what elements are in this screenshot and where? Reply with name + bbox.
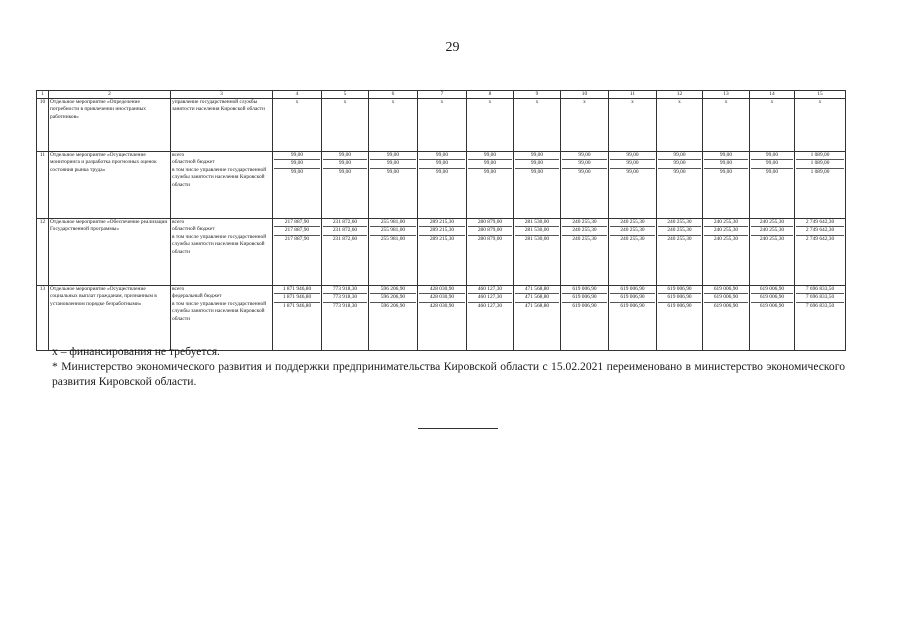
funding-source: федеральный бюджет bbox=[172, 293, 222, 300]
column-number: 6 bbox=[369, 91, 418, 99]
amount: 289 215,30 bbox=[419, 219, 465, 227]
activity-name: Отдельное мероприятие «Осуществление мониторинга и разработка прогнозных оценок состояния рынка труда» bbox=[49, 152, 171, 219]
amount: 619 006,90 bbox=[658, 286, 701, 294]
amount: 280 879,00 bbox=[468, 219, 512, 227]
amount: 280 879,00 bbox=[477, 235, 503, 242]
amount: 773 918,30 bbox=[323, 286, 367, 294]
value-cell bbox=[609, 152, 657, 219]
amount: 460 127,30 bbox=[468, 286, 512, 294]
amount: 240 255,30 bbox=[667, 235, 692, 242]
amount: 619 006,90 bbox=[667, 302, 692, 309]
amount: 619 006,90 bbox=[562, 294, 607, 302]
column-number: 13 bbox=[703, 91, 750, 99]
amount: 619 006,90 bbox=[620, 302, 645, 309]
funding-sources bbox=[171, 99, 273, 152]
value-cell bbox=[795, 286, 846, 351]
value-cell bbox=[273, 286, 322, 351]
amount: 255 981,00 bbox=[380, 235, 406, 242]
amount: 99,00 bbox=[751, 152, 793, 160]
amount: 99,00 bbox=[562, 152, 607, 160]
value-cell bbox=[418, 219, 467, 286]
amount: 240 255,30 bbox=[620, 235, 645, 242]
value-cell bbox=[322, 219, 369, 286]
amount: 471 568,80 bbox=[524, 302, 550, 309]
value-cell bbox=[657, 152, 703, 219]
amount: x bbox=[678, 99, 681, 105]
value-cell bbox=[418, 99, 467, 152]
amount: 619 006,90 bbox=[562, 286, 607, 294]
amount: 1 871 946,80 bbox=[282, 302, 312, 309]
amount: 99,00 bbox=[435, 168, 449, 175]
amount: 773 918,30 bbox=[323, 294, 367, 302]
amount: 240 255,30 bbox=[704, 219, 748, 227]
funding-source: в том числе управление государственной службы занятости населения Кировской области bbox=[172, 300, 267, 322]
amount: 231 872,60 bbox=[323, 227, 367, 235]
value-cell bbox=[369, 152, 418, 219]
column-number: 11 bbox=[609, 91, 657, 99]
row-index: 11 bbox=[37, 152, 49, 219]
value-cell bbox=[369, 99, 418, 152]
value-cell bbox=[609, 286, 657, 351]
value-cell bbox=[514, 99, 561, 152]
amount: 99,00 bbox=[658, 152, 701, 160]
amount: 99,00 bbox=[468, 152, 512, 160]
funding-source: областной бюджет bbox=[172, 159, 215, 166]
funding-sources bbox=[171, 152, 273, 219]
amount: 99,00 bbox=[562, 160, 607, 168]
amount: 281 530,00 bbox=[515, 227, 559, 235]
value-cell bbox=[703, 286, 750, 351]
amount: 460 127,30 bbox=[477, 302, 503, 309]
closing-rule bbox=[418, 428, 498, 429]
amount: 255 981,00 bbox=[370, 219, 416, 227]
value-cell bbox=[657, 219, 703, 286]
amount: 2 749 642,30 bbox=[796, 227, 844, 235]
amount: 2 749 642,30 bbox=[805, 235, 835, 242]
amount: 240 255,30 bbox=[658, 227, 701, 235]
amount: 428 030,90 bbox=[419, 294, 465, 302]
amount: 99,00 bbox=[370, 152, 416, 160]
table-row bbox=[37, 99, 846, 152]
amount: 240 255,30 bbox=[713, 235, 739, 242]
amount: x bbox=[488, 99, 492, 105]
value-cell bbox=[514, 219, 561, 286]
amount: 428 030,90 bbox=[419, 286, 465, 294]
amount: 619 006,90 bbox=[751, 286, 793, 294]
amount: 99,00 bbox=[338, 168, 352, 175]
amount: 619 006,90 bbox=[759, 302, 785, 309]
value-cell bbox=[750, 99, 795, 152]
value-cell bbox=[467, 219, 514, 286]
amount: x bbox=[724, 99, 728, 105]
amount: 240 255,30 bbox=[751, 219, 793, 227]
amount: 99,00 bbox=[515, 160, 559, 168]
value-cell bbox=[609, 219, 657, 286]
activity-name: Отдельное мероприятие «Осуществление социальных выплат гражданам, признанным в установленном порядке безработными» bbox=[49, 286, 171, 351]
value-cell bbox=[273, 152, 322, 219]
activity-name: Отдельное мероприятие «Обеспечение реализации Государственной программы» bbox=[49, 219, 171, 286]
amount: 99,00 bbox=[419, 152, 465, 160]
amount: 289 215,30 bbox=[419, 227, 465, 235]
amount: 619 006,90 bbox=[751, 294, 793, 302]
value-cell bbox=[795, 99, 846, 152]
amount: 280 879,00 bbox=[468, 227, 512, 235]
amount: 99,00 bbox=[626, 168, 639, 175]
amount: 240 255,30 bbox=[759, 235, 785, 242]
amount: 7 696 833,50 bbox=[805, 302, 835, 309]
amount: x bbox=[391, 99, 395, 105]
amount: 240 255,30 bbox=[610, 227, 655, 235]
value-cell bbox=[703, 99, 750, 152]
value-cell bbox=[703, 219, 750, 286]
amount: 1 089,00 bbox=[796, 152, 844, 160]
value-cell bbox=[322, 99, 369, 152]
amount: 99,00 bbox=[704, 160, 748, 168]
amount: 7 696 833,50 bbox=[796, 294, 844, 302]
funding-source: в том числе управление государственной службы занятости населения Кировской области bbox=[172, 233, 267, 255]
amount: 217 887,90 bbox=[274, 219, 320, 227]
funding-source: всего bbox=[172, 286, 185, 292]
activity-name: Отдельное мероприятие «Определение потребности в привлечении иностранных работников» bbox=[49, 99, 171, 152]
amount: 99,00 bbox=[274, 160, 320, 168]
column-number-row bbox=[37, 91, 846, 99]
value-cell bbox=[609, 99, 657, 152]
funding-source: областной бюджет bbox=[172, 226, 215, 233]
value-cell bbox=[750, 286, 795, 351]
amount: 240 255,30 bbox=[704, 227, 748, 235]
amount: 231 872,60 bbox=[332, 235, 358, 242]
column-number: 10 bbox=[561, 91, 609, 99]
value-cell bbox=[273, 219, 322, 286]
amount: 99,00 bbox=[704, 152, 748, 160]
amount: 596 206,90 bbox=[370, 294, 416, 302]
table-row bbox=[37, 152, 846, 219]
column-number: 5 bbox=[322, 91, 369, 99]
footnotes bbox=[52, 344, 845, 389]
value-cell bbox=[795, 219, 846, 286]
table-row bbox=[37, 286, 846, 351]
amount: 255 981,00 bbox=[370, 227, 416, 235]
funding-sources bbox=[171, 286, 273, 351]
amount: 240 255,30 bbox=[572, 235, 597, 242]
column-number: 4 bbox=[273, 91, 322, 99]
amount: 619 006,90 bbox=[704, 294, 748, 302]
amount: x bbox=[818, 99, 822, 105]
amount: 99,00 bbox=[658, 160, 701, 168]
amount: 2 749 642,30 bbox=[796, 219, 844, 227]
amount: 428 030,90 bbox=[429, 302, 455, 309]
amount: 240 255,30 bbox=[562, 227, 607, 235]
amount: 281 530,00 bbox=[524, 235, 550, 242]
value-cell bbox=[273, 99, 322, 152]
amount: 281 530,00 bbox=[515, 219, 559, 227]
column-number: 3 bbox=[171, 91, 273, 99]
value-cell bbox=[418, 286, 467, 351]
amount: 289 215,30 bbox=[429, 235, 455, 242]
column-number: 12 bbox=[657, 91, 703, 99]
value-cell bbox=[322, 286, 369, 351]
amount: 99,00 bbox=[370, 160, 416, 168]
value-cell bbox=[514, 286, 561, 351]
value-cell bbox=[369, 219, 418, 286]
amount: 99,00 bbox=[323, 160, 367, 168]
column-number: 8 bbox=[467, 91, 514, 99]
amount: 99,00 bbox=[468, 160, 512, 168]
amount: 1 089,00 bbox=[796, 160, 844, 168]
value-cell bbox=[561, 286, 609, 351]
amount: 471 568,80 bbox=[515, 286, 559, 294]
amount: x bbox=[631, 99, 634, 105]
amount: 217 887,90 bbox=[284, 235, 310, 242]
amount: x bbox=[583, 99, 586, 105]
value-cell bbox=[795, 152, 846, 219]
amount: 471 568,80 bbox=[515, 294, 559, 302]
amount: 231 872,60 bbox=[323, 219, 367, 227]
amount: 99,00 bbox=[530, 168, 544, 175]
amount: 619 006,90 bbox=[572, 302, 597, 309]
amount: 99,00 bbox=[765, 168, 779, 175]
amount: 240 255,30 bbox=[562, 219, 607, 227]
amount: x bbox=[535, 99, 539, 105]
value-cell bbox=[657, 286, 703, 351]
amount: 596 206,90 bbox=[380, 302, 406, 309]
value-cell bbox=[657, 99, 703, 152]
amount: 99,00 bbox=[751, 160, 793, 168]
amount: 619 006,90 bbox=[658, 294, 701, 302]
value-cell bbox=[703, 152, 750, 219]
amount: 99,00 bbox=[515, 152, 559, 160]
column-number: 1 bbox=[37, 91, 49, 99]
amount: 99,00 bbox=[290, 168, 304, 175]
amount: 99,00 bbox=[274, 152, 320, 160]
amount: 619 006,90 bbox=[610, 294, 655, 302]
amount: 99,00 bbox=[610, 152, 655, 160]
amount: x bbox=[343, 99, 347, 105]
amount: 619 006,90 bbox=[713, 302, 739, 309]
amount: 240 255,30 bbox=[751, 227, 793, 235]
amount: 240 255,30 bbox=[610, 219, 655, 227]
column-number: 14 bbox=[750, 91, 795, 99]
table-body bbox=[37, 91, 846, 351]
value-cell bbox=[369, 286, 418, 351]
amount: 99,00 bbox=[323, 152, 367, 160]
column-number: 15 bbox=[795, 91, 846, 99]
value-cell bbox=[561, 219, 609, 286]
amount: x bbox=[440, 99, 444, 105]
row-index: 13 bbox=[37, 286, 49, 351]
amount: x bbox=[770, 99, 774, 105]
value-cell bbox=[561, 152, 609, 219]
amount: 99,00 bbox=[578, 168, 591, 175]
amount: 596 206,90 bbox=[370, 286, 416, 294]
table-row bbox=[37, 219, 846, 286]
page-number: 29 bbox=[445, 40, 460, 55]
value-cell bbox=[322, 152, 369, 219]
amount: 619 006,90 bbox=[704, 286, 748, 294]
column-number: 2 bbox=[49, 91, 171, 99]
funding-source: всего bbox=[172, 152, 185, 158]
x-note: x – финансирования не требуется. bbox=[52, 345, 220, 358]
column-number: 7 bbox=[418, 91, 467, 99]
value-cell bbox=[750, 219, 795, 286]
amount: x bbox=[295, 99, 299, 105]
amount: 99,00 bbox=[419, 160, 465, 168]
value-cell bbox=[561, 99, 609, 152]
value-cell bbox=[467, 99, 514, 152]
funding-source: в том числе управление государственной службы занятости населения Кировской области bbox=[172, 166, 267, 188]
value-cell bbox=[467, 152, 514, 219]
row-index: 10 bbox=[37, 99, 49, 152]
amount: 99,00 bbox=[673, 168, 686, 175]
value-cell bbox=[514, 152, 561, 219]
amount: 99,00 bbox=[483, 168, 497, 175]
amount: 7 696 833,50 bbox=[796, 286, 844, 294]
amount: 99,00 bbox=[719, 168, 733, 175]
amount: 1 871 946,80 bbox=[274, 286, 320, 294]
amount: 773 918,30 bbox=[332, 302, 358, 309]
funding-source: всего bbox=[172, 219, 185, 225]
amount: 1 871 946,80 bbox=[274, 294, 320, 302]
amount: 99,00 bbox=[610, 160, 655, 168]
amount: 1 089,00 bbox=[810, 168, 830, 175]
value-cell bbox=[467, 286, 514, 351]
column-number: 9 bbox=[514, 91, 561, 99]
amount: 99,00 bbox=[386, 168, 400, 175]
amount: 240 255,30 bbox=[658, 219, 701, 227]
amount: 217 887,90 bbox=[274, 227, 320, 235]
value-cell bbox=[750, 152, 795, 219]
row-index: 12 bbox=[37, 219, 49, 286]
amount: 460 127,30 bbox=[468, 294, 512, 302]
funding-sources bbox=[171, 219, 273, 286]
asterisk-note: * Министерство экономического развития и поддержки предпринимательства Кировской области с 15.02.2021 переименовано в министерство экономического развития Кировской области. bbox=[52, 360, 845, 388]
funding-source: управление государственной службы занятости населения Кировской области bbox=[172, 99, 265, 113]
financing-table bbox=[36, 90, 846, 351]
value-cell bbox=[418, 152, 467, 219]
amount: 619 006,90 bbox=[610, 286, 655, 294]
